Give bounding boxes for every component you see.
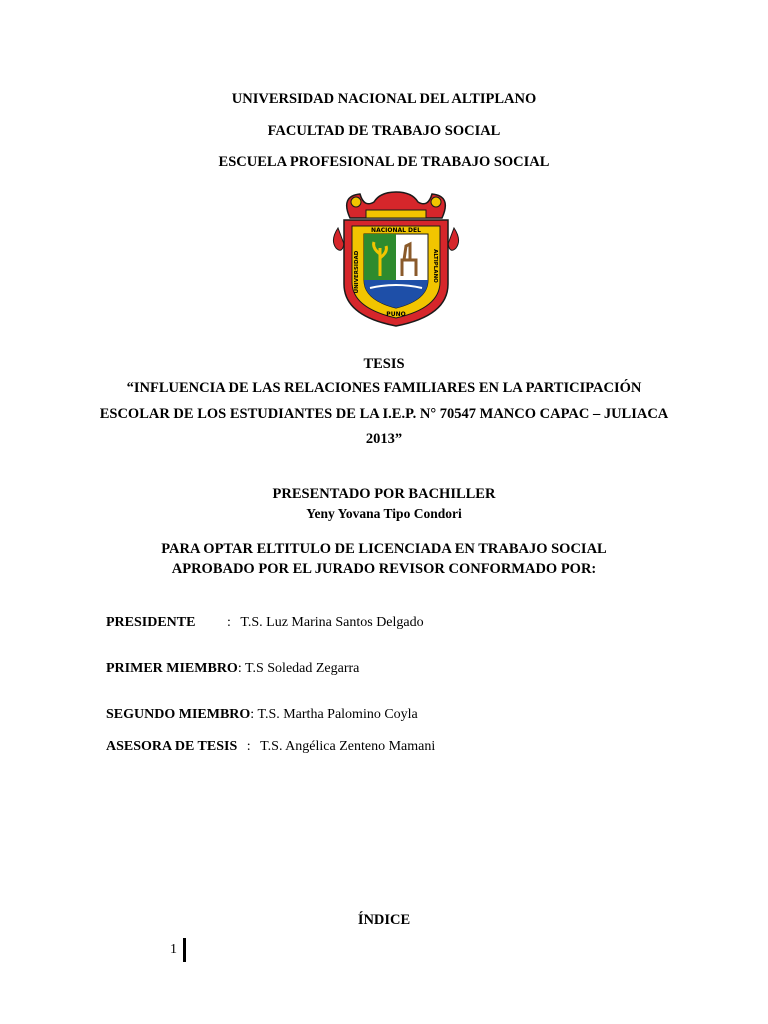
faculty-name: FACULTAD DE TRABAJO SOCIAL xyxy=(267,123,501,139)
author-name: Yeny Yovana Tipo Condori xyxy=(306,506,462,521)
jury-row-first-member xyxy=(106,661,359,677)
jury-row-advisor xyxy=(106,739,435,755)
svg-text:UNIVERSIDAD: UNIVERSIDAD xyxy=(354,250,360,294)
purpose-line1: PARA OPTAR ELTITULO DE LICENCIADA EN TRABAJO SOCIAL xyxy=(161,541,607,557)
jury-member-name: T.S. Martha Palomino Coyla xyxy=(257,707,418,722)
university-name: UNIVERSIDAD NACIONAL DEL ALTIPLANO xyxy=(231,91,537,107)
jury-role: PRESIDENTE xyxy=(106,615,196,630)
thesis-title-line3: 2013” xyxy=(365,431,403,447)
jury-row-second-member xyxy=(106,707,418,723)
jury-row-president xyxy=(106,615,424,631)
jury-role: ASESORA DE TESIS xyxy=(106,739,238,754)
jury-role: SEGUNDO MIEMBRO xyxy=(106,707,251,722)
jury-separator: : xyxy=(250,707,255,722)
school-name: ESCUELA PROFESIONAL DE TRABAJO SOCIAL xyxy=(218,154,550,170)
svg-text:PUNO: PUNO xyxy=(386,311,406,318)
page-number-rule xyxy=(183,938,186,962)
thesis-title-line1: “INFLUENCIA DE LAS RELACIONES FAMILIARES EN LA PARTICIPACIÓN xyxy=(126,380,642,396)
svg-text:ALTIPLANO: ALTIPLANO xyxy=(432,249,438,283)
svg-text:NACIONAL DEL: NACIONAL DEL xyxy=(371,227,421,234)
index-heading: ÍNDICE xyxy=(357,912,411,928)
jury-separator: : xyxy=(226,615,231,630)
thesis-label: TESIS xyxy=(363,356,405,372)
jury-separator: : xyxy=(237,661,242,676)
thesis-title-line2: ESCOLAR DE LOS ESTUDIANTES DE LA I.E.P. N° 70547 MANCO CAPAC – JULIACA xyxy=(99,406,669,422)
jury-member-name: T.S. Luz Marina Santos Delgado xyxy=(240,615,424,630)
purpose-line2: APROBADO POR EL JURADO REVISOR CONFORMADO POR: xyxy=(171,561,597,577)
jury-role: PRIMER MIEMBRO xyxy=(106,661,238,676)
jury-separator: : xyxy=(246,739,251,754)
university-crest-icon xyxy=(330,188,462,328)
page-number: 1 xyxy=(170,942,177,957)
jury-member-name: T.S. Angélica Zenteno Mamani xyxy=(260,739,436,754)
presented-label: PRESENTADO POR BACHILLER xyxy=(272,486,496,502)
jury-member-name: T.S Soledad Zegarra xyxy=(244,661,360,676)
